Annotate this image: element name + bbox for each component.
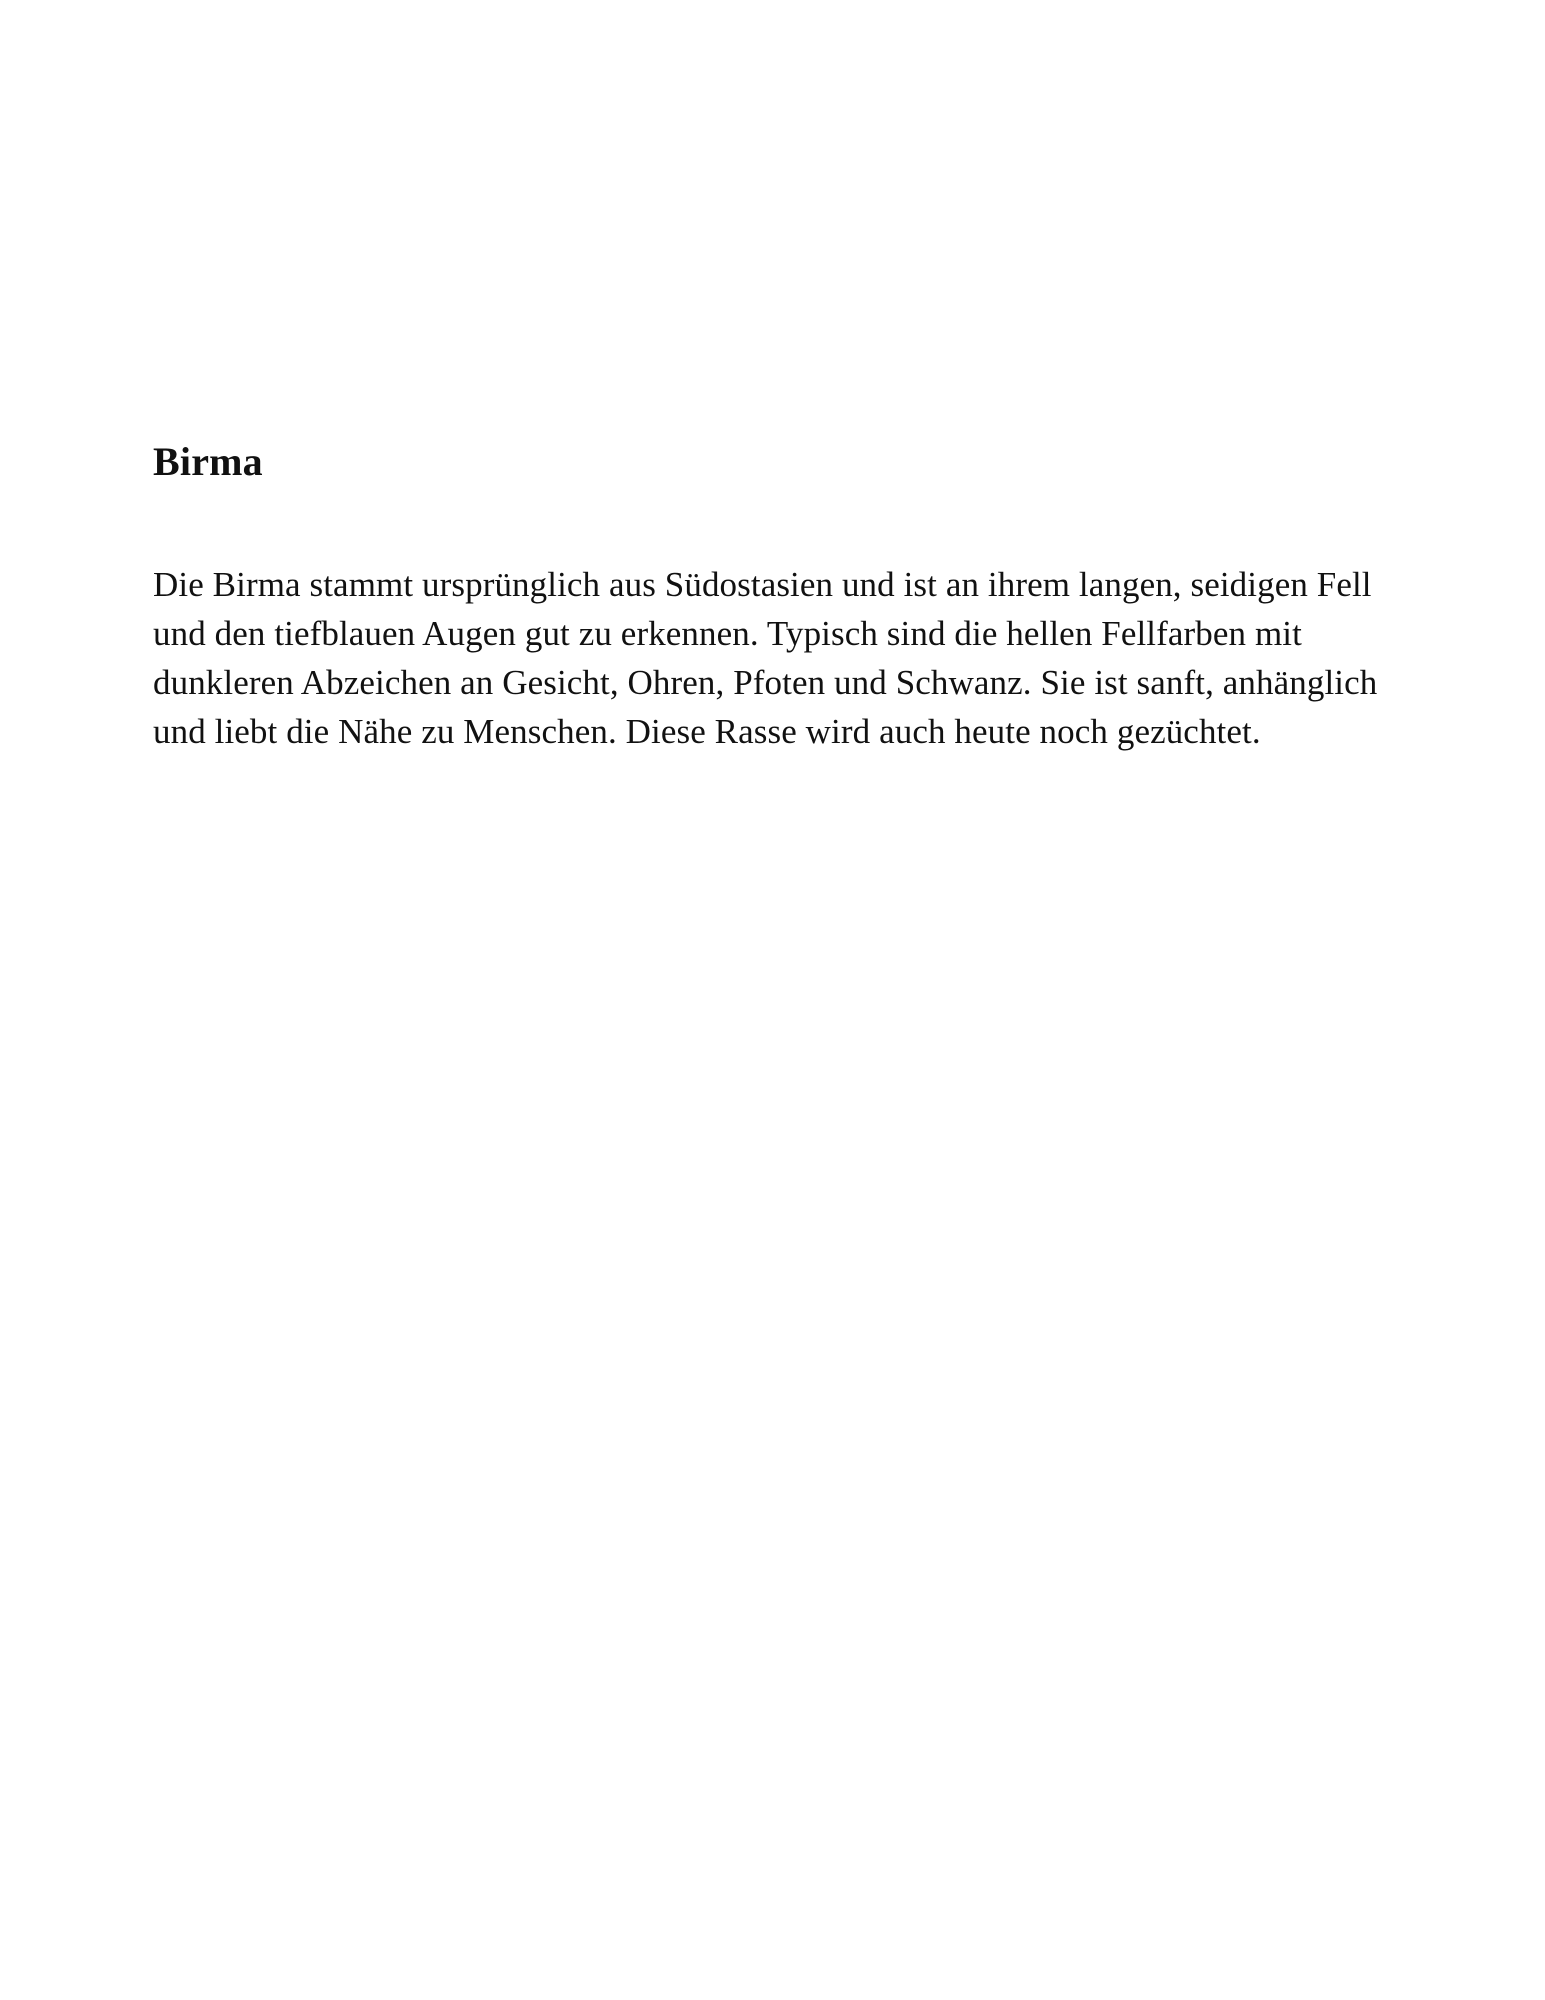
document-content (153, 436, 1393, 756)
body-paragraph: Die Birma stammt ursprünglich aus Südostasien und ist an ihrem langen, seidigen Fell und den tiefblauen Augen gut zu erkennen. Typisch sind die hellen Fellfarben mit dunkleren Abzeichen an Gesicht, Ohren, Pfoten und Schwanz. Sie ist sanft, anhänglich und liebt die Nähe zu Menschen. Diese Rasse wird auch heute noch gezüchtet. (153, 565, 1378, 751)
page-title: Birma (153, 439, 263, 484)
